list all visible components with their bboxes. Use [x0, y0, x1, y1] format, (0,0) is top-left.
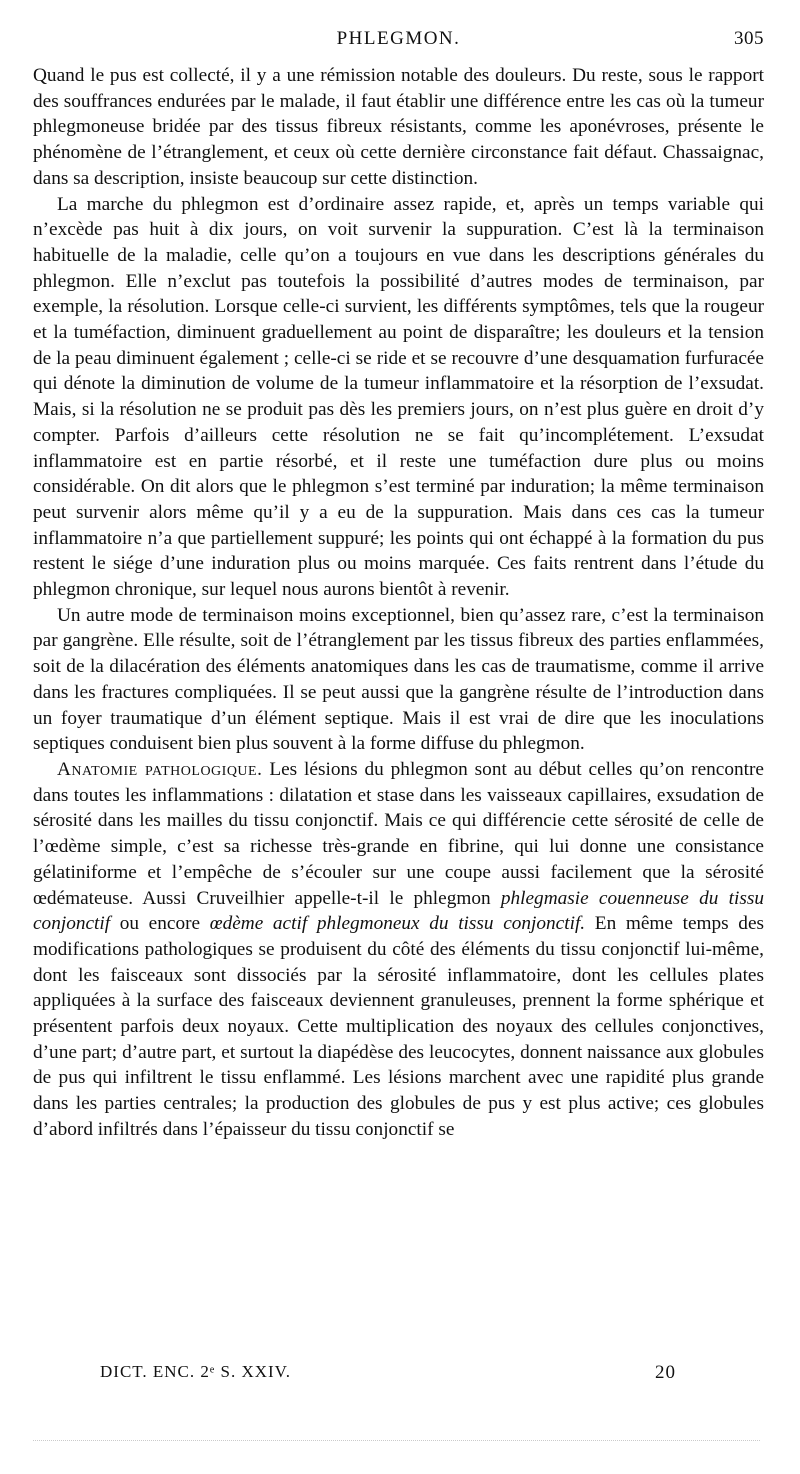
paragraph-pathological-anatomy	[33, 757, 764, 1143]
signature-mark: DICT. ENC. 2ᵉ S. XXIV.	[100, 1362, 292, 1381]
scan-edge-marks	[33, 1436, 760, 1441]
page-number: 305	[734, 28, 764, 49]
paragraph-gangrene: Un autre mode de terminaison moins exceptionnel, bien qu’assez rare, c’est la terminaison par gangrène. Elle résulte, soit de l’étranglement par les tissus fibreux des parties enflammées, soit de la dilacération des éléments anatomiques dans les cas de traumatisme, comme il arrive dans les fractures compliquées. Il se peut aussi que la gangrène résulte de l’introduction dans un foyer traumatique d’un élément septique. Mais il est vrai de dire que les inoculations septiques conduisent bien plus souvent à la forme diffuse du phlegmon.	[33, 604, 764, 755]
sheet-number: 20	[655, 1362, 676, 1383]
running-head	[33, 28, 764, 58]
text-segment: ou encore	[110, 913, 210, 935]
section-heading: Anatomie pathologique.	[57, 758, 263, 780]
body-text	[33, 63, 764, 1143]
paragraph-course-and-terminations: La marche du phlegmon est d’ordinaire assez rapide, et, après un temps variable qui n’excède pas huit à dix jours, on voit survenir la suppuration. C’est là la terminaison habituelle de la maladie, celle qu’on a toujours en vue dans les descriptions générales du phlegmon. Elle n’exclut pas toutefois la possibilité d’autres modes de terminaison, par exemple, la résolution. Lorsque celle-ci survient, les différents symptômes, tels que la rougeur et la tuméfaction, diminuent graduellement au point de disparaître; les douleurs et la tension de la peau diminuent également ; celle-ci se ride et se recouvre d’une desquamation furfuracée qui dénote la diminution de volume de la tumeur inflammatoire et la résorption de l’exsudat. Mais, si la résolution ne se produit pas dès les premiers jours, on n’est plus guère en droit d’y compter. Parfois d’ailleurs cette résolution ne se fait qu’incomplétement. L’exsudat inflammatoire est en partie résorbé, et il reste une tuméfaction dure plus ou moins considérable. On dit alors que le phlegmon s’est terminé par induration; la même terminaison peut survenir alors même qu’il y a eu de la suppuration. Mais dans ces cas la tumeur inflammatoire n’a que partiellement suppuré; les points qui ont échappé à la formation du pus restent le siége d’une induration plus ou moins marquée. Ces faits rentrent dans l’étude du phlegmon chronique, sur lequel nous aurons bientôt à revenir.	[33, 193, 764, 601]
paragraph-suppuration-pain: Quand le pus est collecté, il y a une rémission notable des douleurs. Du reste, sous le rapport des souffrances endurées par le malade, il faut établir une différence entre les cas où la tumeur phlegmoneuse bridée par des tissus fibreux résistants, comme les aponévroses, présente le phénomène de l’étranglement, et ceux où cette dernière circonstance fait défaut. Chassaignac, dans sa description, insiste beaucoup sur cette distinction.	[33, 65, 764, 189]
italic-term: œdème actif phlegmoneux du tissu conjonctif.	[209, 913, 586, 935]
text-segment: En même temps des modifications pathologiques se produisent du côté des éléments du tissu conjonctif lui-même, dont les faisceaux sont dissociés par la sérosité inflammatoire, dont les cellules plates appliquées à la surface des faisceaux deviennent granuleuses, prennent la forme sphérique et présentent parfois deux noyaux. Cette multiplication des noyaux des cellules conjonctives, d’une part; d’autre part, et surtout la diapédèse des leucocytes, donnent naissance aux globules de pus qui infiltrent le tissu enflammé. Les lésions marchent avec une rapidité plus grande dans les parties centrales; la production des globules de pus y est plus active; ces globules d’abord infiltrés dans l’épaisseur du tissu conjonctif se	[33, 913, 765, 1140]
text-segment: Les lésions du phlegmon sont au début celles qu’on rencontre dans toutes les inflammations : dilatation et stase dans les vaisseaux capillaires, exsudation de sérosité dans les mailles du tissu conjonctif. Mais ce qui différencie cette sérosité de celle de l’œdème simple, c’est sa richesse très-grande en fibrine, qui lui donne une consistance gélatiniforme et l’empêche de s’écouler sur une coupe aussi facilement que la sérosité œdémateuse. Aussi Cruveilhier appelle-t-il le phlegmon	[33, 758, 764, 909]
italic-term: phlegmasie couenneuse du tissu conjonctif	[33, 887, 764, 935]
running-title: PHLEGMON.	[336, 28, 461, 49]
page-footer	[100, 1362, 680, 1392]
